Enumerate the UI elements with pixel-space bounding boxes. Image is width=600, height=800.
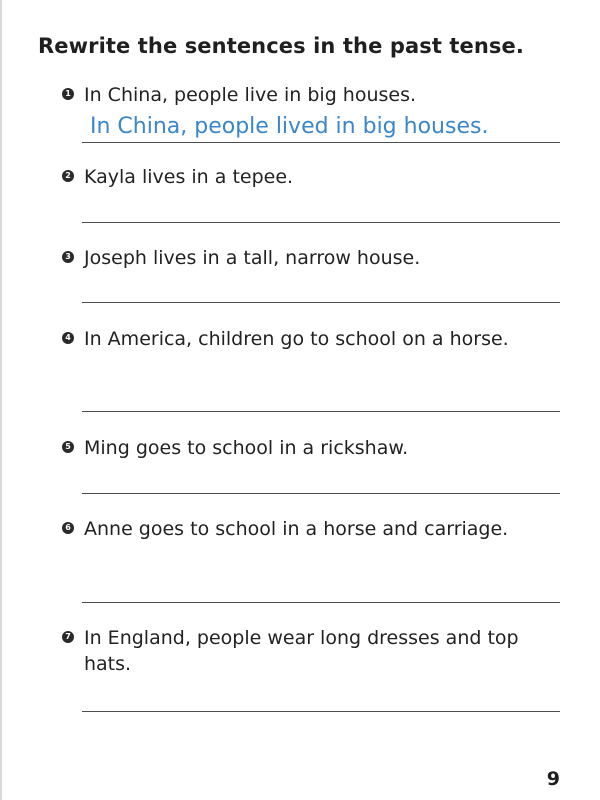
answer-line-3[interactable] <box>82 302 560 303</box>
answer-line-5[interactable] <box>82 493 560 494</box>
item-number-badge: 3 <box>62 251 74 263</box>
exercise-sentence: In China, people live in big houses. <box>84 84 417 106</box>
answer-line-6[interactable] <box>82 602 560 603</box>
answer-line-7[interactable] <box>82 711 560 712</box>
item-number-badge: 2 <box>62 170 74 182</box>
exercise-item-5 <box>62 435 562 461</box>
page-number: 9 <box>546 768 560 790</box>
item-number-badge: 5 <box>62 441 74 453</box>
answer-line-4[interactable] <box>82 411 560 412</box>
item-number-badge: 4 <box>62 332 74 344</box>
exercise-item-7 <box>62 625 562 677</box>
exercise-item-2 <box>62 164 562 190</box>
answer-text-1[interactable]: In China, people lived in big houses. <box>90 114 489 139</box>
exercise-item-4 <box>62 326 562 352</box>
exercise-sentence: In America, children go to school on a horse. <box>84 328 509 350</box>
item-number-badge: 7 <box>62 631 74 643</box>
answer-line-1[interactable] <box>82 142 560 143</box>
exercise-sentence: Anne goes to school in a horse and carriage. <box>84 518 509 540</box>
answer-line-2[interactable] <box>82 222 560 223</box>
item-number-badge: 1 <box>62 88 74 100</box>
instructions-heading: Rewrite the sentences in the past tense. <box>38 34 524 58</box>
exercise-item-3 <box>62 245 562 271</box>
exercise-sentence: Joseph lives in a tall, narrow house. <box>84 247 421 269</box>
exercise-item-1 <box>62 82 562 108</box>
item-number-badge: 6 <box>62 522 74 534</box>
exercise-sentence: In England, people wear long dresses and top hats. <box>84 627 519 675</box>
exercise-sentence: Ming goes to school in a rickshaw. <box>84 437 409 459</box>
exercise-sentence: Kayla lives in a tepee. <box>84 166 294 188</box>
exercise-item-6 <box>62 516 562 542</box>
